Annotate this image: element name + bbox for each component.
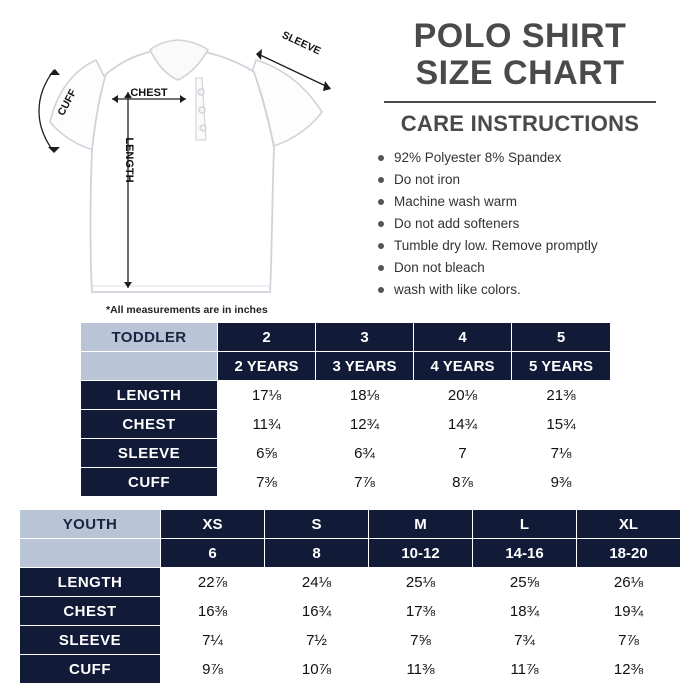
toddler-cell: 7⅞ [316,468,414,497]
care-instructions-list [356,147,684,300]
toddler-age-row-spacer [81,352,218,381]
youth-cell: 12⅜ [577,655,681,684]
youth-row-label: SLEEVE [20,626,161,655]
toddler-cell: 7⅛ [512,439,611,468]
size-tables [0,322,700,684]
toddler-age-header: 2 YEARS [218,352,316,381]
toddler-size-header: 2 [218,323,316,352]
table-row [20,568,681,597]
length-label: LENGTH [123,137,135,183]
cuff-label: CUFF [55,87,80,118]
toddler-age-header: 3 YEARS [316,352,414,381]
youth-cell: 17⅜ [369,597,473,626]
polo-shirt-illustration [0,0,352,318]
care-instructions-title: CARE INSTRUCTIONS [400,111,640,137]
toddler-size-header: 5 [512,323,611,352]
toddler-cell: 6¾ [316,439,414,468]
toddler-cell: 8⅞ [414,468,512,497]
care-item: 92% Polyester 8% Spandex [378,147,684,169]
youth-numeric-header: 6 [161,539,265,568]
table-row [81,410,611,439]
youth-cell: 16⅜ [161,597,265,626]
youth-cell: 11⅜ [369,655,473,684]
toddler-row-label: CHEST [81,410,218,439]
toddler-cell: 6⅝ [218,439,316,468]
youth-cell: 24⅛ [265,568,369,597]
table-row [20,597,681,626]
table-row-header [20,510,681,539]
care-item: Do not iron [378,169,684,191]
youth-cell: 7¼ [161,626,265,655]
care-item: Do not add softeners [378,213,684,235]
youth-size-header: S [265,510,369,539]
youth-size-table [19,509,681,684]
shirt-diagram-panel [0,0,352,322]
toddler-cell: 11¾ [218,410,316,439]
table-row [81,439,611,468]
sleeve-label: SLEEVE [279,29,323,58]
toddler-cell: 21⅜ [512,381,611,410]
top-section [0,0,700,322]
shirt-body [91,48,275,292]
toddler-cell: 7 [414,439,512,468]
care-item: Tumble dry low. Remove promptly [378,235,684,257]
toddler-group-label: TODDLER [81,323,218,352]
toddler-row-label: SLEEVE [81,439,218,468]
youth-cell: 26⅛ [577,568,681,597]
shirt-button-bottom [200,125,206,131]
youth-cell: 9⅞ [161,655,265,684]
toddler-cell: 12¾ [316,410,414,439]
page-title-line1: POLO SHIRT [413,17,627,55]
youth-row-label: LENGTH [20,568,161,597]
youth-cell: 11⅞ [473,655,577,684]
youth-cell: 19¾ [577,597,681,626]
toddler-age-header: 4 YEARS [414,352,512,381]
toddler-size-header: 3 [316,323,414,352]
toddler-cell: 18⅛ [316,381,414,410]
youth-size-header: XL [577,510,681,539]
youth-cell: 22⅞ [161,568,265,597]
youth-cell: 10⅞ [265,655,369,684]
toddler-row-label: CUFF [81,468,218,497]
shirt-button-top [198,89,204,95]
youth-cell: 7⅞ [577,626,681,655]
youth-numeric-header: 10-12 [369,539,473,568]
table-row-subheader [81,352,611,381]
toddler-row-label: LENGTH [81,381,218,410]
toddler-cell: 15¾ [512,410,611,439]
toddler-cell: 9⅜ [512,468,611,497]
info-panel [352,0,700,322]
care-item: wash with like colors. [378,279,684,301]
toddler-size-header: 4 [414,323,512,352]
youth-cell: 7¾ [473,626,577,655]
toddler-cell: 14¾ [414,410,512,439]
page-title [356,18,684,91]
table-row [81,381,611,410]
youth-group-label: YOUTH [20,510,161,539]
toddler-cell: 20⅛ [414,381,512,410]
youth-row-label: CUFF [20,655,161,684]
table-row-subheader [20,539,681,568]
youth-cell: 7⅝ [369,626,473,655]
youth-numeric-header: 14-16 [473,539,577,568]
care-item: Don not bleach [378,257,684,279]
youth-numeric-header: 18-20 [577,539,681,568]
page-title-line2: SIZE CHART [415,53,625,92]
table-row [20,626,681,655]
table-row [20,655,681,684]
care-item: Machine wash warm [378,191,684,213]
youth-cell: 25⅝ [473,568,577,597]
youth-cell: 25⅛ [369,568,473,597]
youth-cell: 16¾ [265,597,369,626]
measurement-note: *All measurements are in inches [106,304,268,316]
title-divider [384,101,656,103]
youth-cell: 7½ [265,626,369,655]
chest-label: CHEST [130,87,168,99]
toddler-age-header: 5 YEARS [512,352,611,381]
youth-row-label: CHEST [20,597,161,626]
youth-numeric-row-spacer [20,539,161,568]
shirt-button-middle [199,107,205,113]
youth-size-header: M [369,510,473,539]
toddler-size-table [80,322,611,497]
youth-numeric-header: 8 [265,539,369,568]
table-row-header [81,323,611,352]
youth-size-header: XS [161,510,265,539]
toddler-cell: 7⅜ [218,468,316,497]
toddler-cell: 17⅛ [218,381,316,410]
table-row [81,468,611,497]
youth-size-header: L [473,510,577,539]
youth-cell: 18¾ [473,597,577,626]
